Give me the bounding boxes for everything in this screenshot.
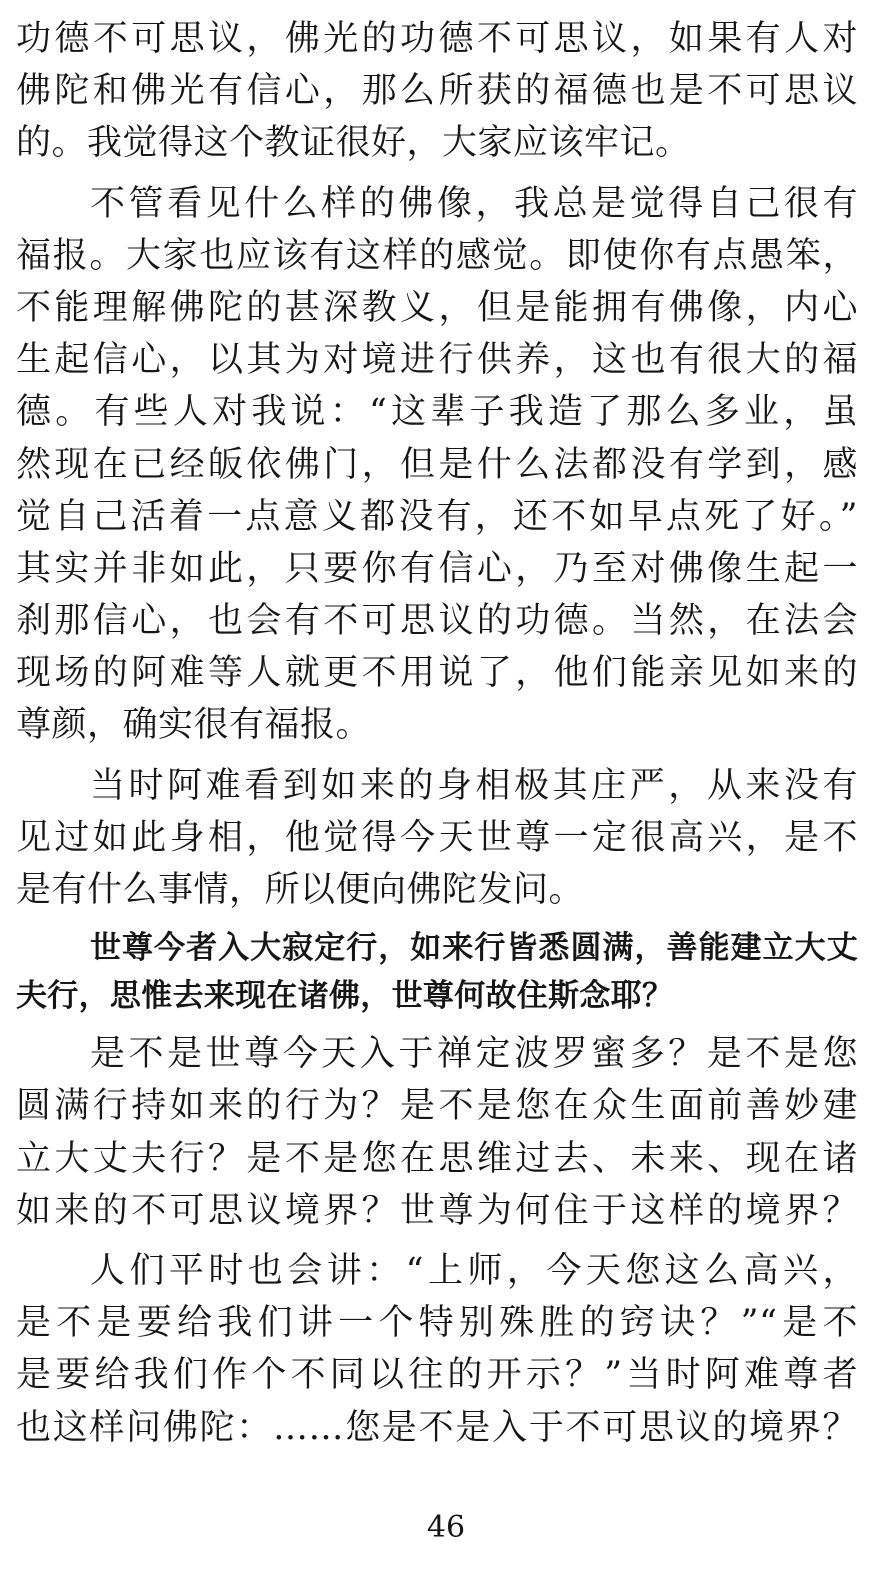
- text-line: 见过如此身相，他觉得今天世尊一定很高兴，是不: [16, 817, 858, 858]
- page-number: 46: [426, 1510, 466, 1545]
- paragraph-6: [16, 1245, 858, 1454]
- text-line: 觉自己活着一点意义都没有，还不如早点死了好。”: [16, 496, 858, 537]
- text-line: 的。我觉得这个教证很好，大家应该牢记。: [16, 123, 691, 164]
- text-line: 功德不可思议，佛光的功德不可思议，如果有人对: [16, 19, 858, 59]
- sutra-line: 世尊今者入大寂定行，如来行皆悉圆满，善能建立大丈: [90, 930, 858, 967]
- text-line: 是有什么事情，所以便向佛陀发问。: [16, 870, 585, 910]
- text-line: 是不是要给我们讲一个特别殊胜的窍诀？”“是不: [16, 1303, 858, 1344]
- paragraph-2: [16, 178, 858, 752]
- text-line: 然现在已经皈依佛门，但是什么法都没有学到，感: [16, 444, 858, 485]
- text-line: 尊颜，确实很有福报。: [16, 705, 372, 746]
- page-text: [16, 13, 858, 1454]
- text-line: 是不是世尊今天入于禅定波罗蜜多？是不是您: [90, 1034, 858, 1075]
- paragraph-5: [16, 1028, 858, 1237]
- text-line: 不能理解佛陀的甚深教义，但是能拥有佛像，内心: [16, 287, 858, 328]
- text-line: 圆满行持如来的行为？是不是您在众生面前善妙建: [16, 1086, 858, 1127]
- paragraph-3: [16, 760, 858, 917]
- text-line: 立大丈夫行？是不是您在思维过去、未来、现在诸: [16, 1138, 858, 1179]
- paragraph-1: [16, 13, 858, 170]
- text-line: 也这样问佛陀：……您是不是入于不可思议的境界？: [16, 1407, 858, 1448]
- text-line: 刹那信心，也会有不可思议的功德。当然，在法会: [16, 601, 858, 642]
- text-line: 不管看见什么样的佛像，我总是觉得自己很有: [90, 183, 858, 224]
- text-line: 福报。大家也应该有这样的感觉。即使你有点愚笨，: [16, 235, 858, 276]
- text-line: 佛陀和佛光有信心，那么所获的福德也是不可思议: [16, 71, 858, 112]
- text-line: 如来的不可思议境界？世尊为何住于这样的境界？: [16, 1190, 858, 1231]
- text-line: 人们平时也会讲：“上师，今天您这么高兴，: [90, 1250, 858, 1291]
- sutra-quote: [16, 924, 858, 1020]
- text-line: 现场的阿难等人就更不用说了，他们能亲见如来的: [16, 653, 858, 694]
- sutra-line: 夫行，思惟去来现在诸佛，世尊何故住斯念耶？: [16, 978, 674, 1015]
- text-line: 是要给我们作个不同以往的开示？”当时阿难尊者: [16, 1355, 858, 1396]
- text-line: 当时阿难看到如来的身相极其庄严，从来没有: [90, 765, 858, 806]
- text-line: 生起信心，以其为对境进行供养，这也有很大的福: [16, 340, 858, 381]
- text-line: 德。有些人对我说：“这辈子我造了那么多业，虽: [16, 392, 858, 433]
- text-line: 其实并非如此，只要你有信心，乃至对佛像生起一: [16, 548, 858, 589]
